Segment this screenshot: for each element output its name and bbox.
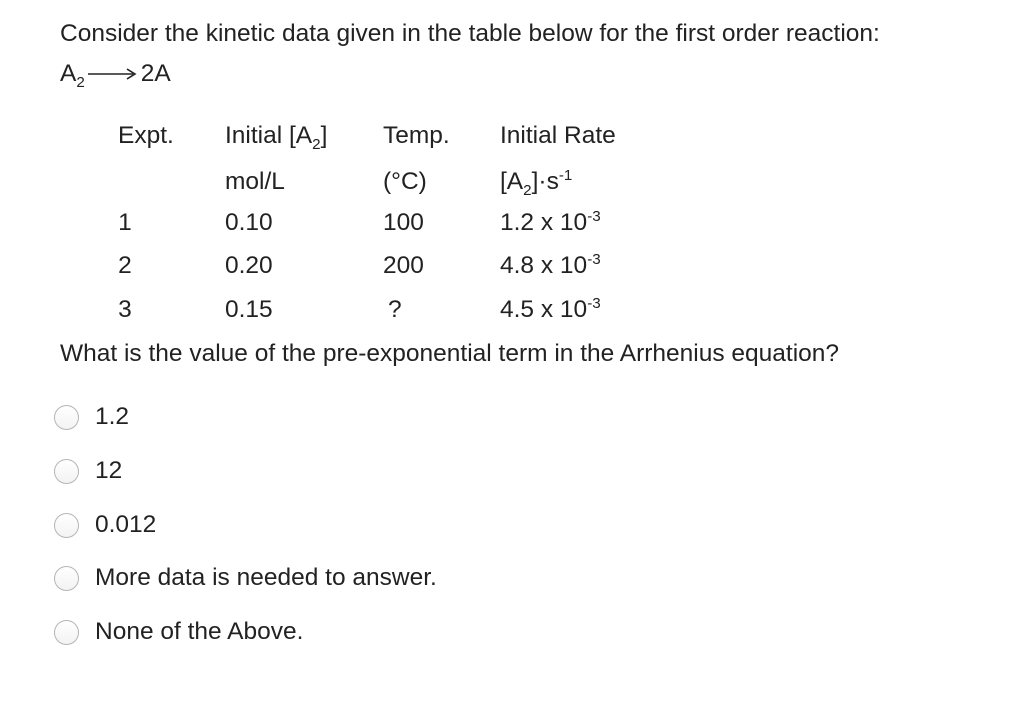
product: 2A <box>140 60 171 87</box>
radio-button[interactable] <box>54 566 79 591</box>
question-text: What is the value of the pre-exponential term in the Arrhenius equation? <box>60 340 840 367</box>
unit-rate: $[A_2]\cdot s^{-1}$ <box>500 166 573 199</box>
reactant: $A_2$ <box>60 60 85 91</box>
option-12[interactable] <box>54 456 122 486</box>
row1-temp: 100 <box>383 209 424 236</box>
option-more-data[interactable] <box>54 563 437 593</box>
row1-rate: 1.2 x $10^{-3}$ <box>500 207 601 236</box>
radio-button[interactable] <box>54 405 79 430</box>
row3-expt: 3 <box>118 296 132 323</box>
row3-conc: 0.15 <box>225 296 273 323</box>
radio-button[interactable] <box>54 513 79 538</box>
reaction-equation <box>60 58 171 90</box>
header-initial-conc: Initial $[A_2]$ <box>225 122 328 153</box>
row3-temp: ? <box>388 296 402 323</box>
row2-rate: 4.8 x $10^{-3}$ <box>500 250 601 279</box>
row3-rate: 4.5 x $10^{-3}$ <box>500 294 601 323</box>
option-0-012[interactable] <box>54 510 156 540</box>
header-temp: Temp. <box>383 122 450 149</box>
header-expt: Expt. <box>118 122 174 149</box>
option-label: 12 <box>95 457 123 484</box>
header-rate: Initial Rate <box>500 122 616 149</box>
row2-conc: 0.20 <box>225 252 273 279</box>
unit-temp: (°C) <box>383 168 427 195</box>
option-label: None of the Above. <box>95 618 304 645</box>
option-none-of-above[interactable] <box>54 617 303 647</box>
row2-expt: 2 <box>118 252 132 279</box>
unit-conc: mol/L <box>225 168 285 195</box>
option-label: More data is needed to answer. <box>95 564 437 591</box>
row1-expt: 1 <box>118 209 132 236</box>
radio-button[interactable] <box>54 459 79 484</box>
option-1-2[interactable] <box>54 402 129 432</box>
radio-button[interactable] <box>54 620 79 645</box>
reaction-arrow-icon <box>87 67 137 81</box>
row1-conc: 0.10 <box>225 209 273 236</box>
row2-temp: 200 <box>383 252 424 279</box>
option-label: 1.2 <box>95 403 130 430</box>
option-label: 0.012 <box>95 511 157 538</box>
intro-text: Consider the kinetic data given in the table below for the first order reaction: <box>60 20 880 47</box>
